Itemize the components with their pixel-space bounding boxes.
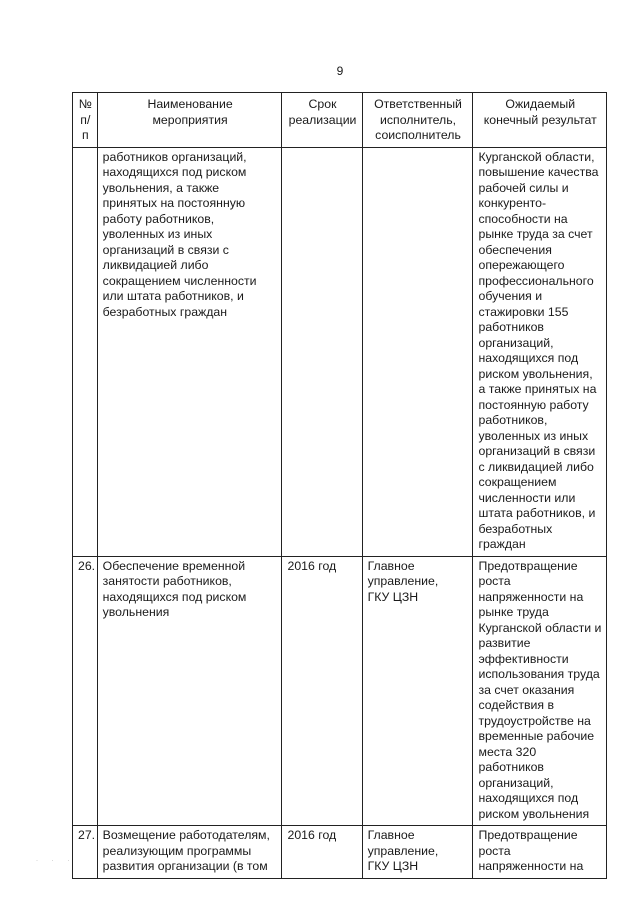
- table-row: [73, 826, 607, 879]
- row-executor: Главное управление, ГКУ ЦЗН: [362, 826, 473, 879]
- header-number: № п/п: [73, 93, 98, 148]
- page-number: 9: [336, 64, 344, 78]
- row-expected-result: Предотвращение роста напряженности на рынке труда Курганской области и развитие эффективности использования труда за счет оказания содействия в трудоустройстве на временные рабочие места 320 работников организаций, находящихся под риском увольнения: [473, 556, 607, 826]
- row-expected-result: Предотвращение роста напряженности на: [473, 826, 607, 879]
- header-expected-result: Ожидаемый конечный результат: [473, 93, 607, 148]
- header-measure-name: Наименование мероприятия: [97, 93, 282, 148]
- header-term: Срок реализации: [282, 93, 362, 148]
- row-measure-name: Обеспечение временной занятости работников, находящихся под риском увольнения: [97, 556, 282, 826]
- row-executor: [362, 147, 473, 556]
- header-executor: Ответственный исполнитель, соисполнитель: [362, 93, 473, 148]
- measures-table: [72, 92, 607, 879]
- row-number: 27.: [73, 826, 98, 879]
- scan-artifact-dots: · · ·: [36, 858, 76, 864]
- table-row: [73, 147, 607, 556]
- row-measure-name: работников организаций, находящихся под риском увольнения, а также принятых на постоянную работу работников, уволенных из иных организаций в связи с ликвидацией либо сокращением численности или штата работников, и безработных граждан: [97, 147, 282, 556]
- row-executor: Главное управление, ГКУ ЦЗН: [362, 556, 473, 826]
- row-term: 2016 год: [282, 826, 362, 879]
- row-measure-name: Возмещение работодателям, реализующим программы развития организации (в том: [97, 826, 282, 879]
- row-expected-result: Курганской области, повышение качества рабочей силы и конкуренто- способности на рынке труда за счет обеспечения опережающего профессионального обучения и стажировки 155 работников организаций, находящихся под риском увольнения, а также принятых на постоянную работу работников, уволенных из иных организаций в связи с ликвидацией либо сокращением численности или штата работников, и безработных граждан: [473, 147, 607, 556]
- row-term: 2016 год: [282, 556, 362, 826]
- row-number: [73, 147, 98, 556]
- table-header-row: [73, 93, 607, 148]
- table-row: [73, 556, 607, 826]
- row-number: 26.: [73, 556, 98, 826]
- row-term: [282, 147, 362, 556]
